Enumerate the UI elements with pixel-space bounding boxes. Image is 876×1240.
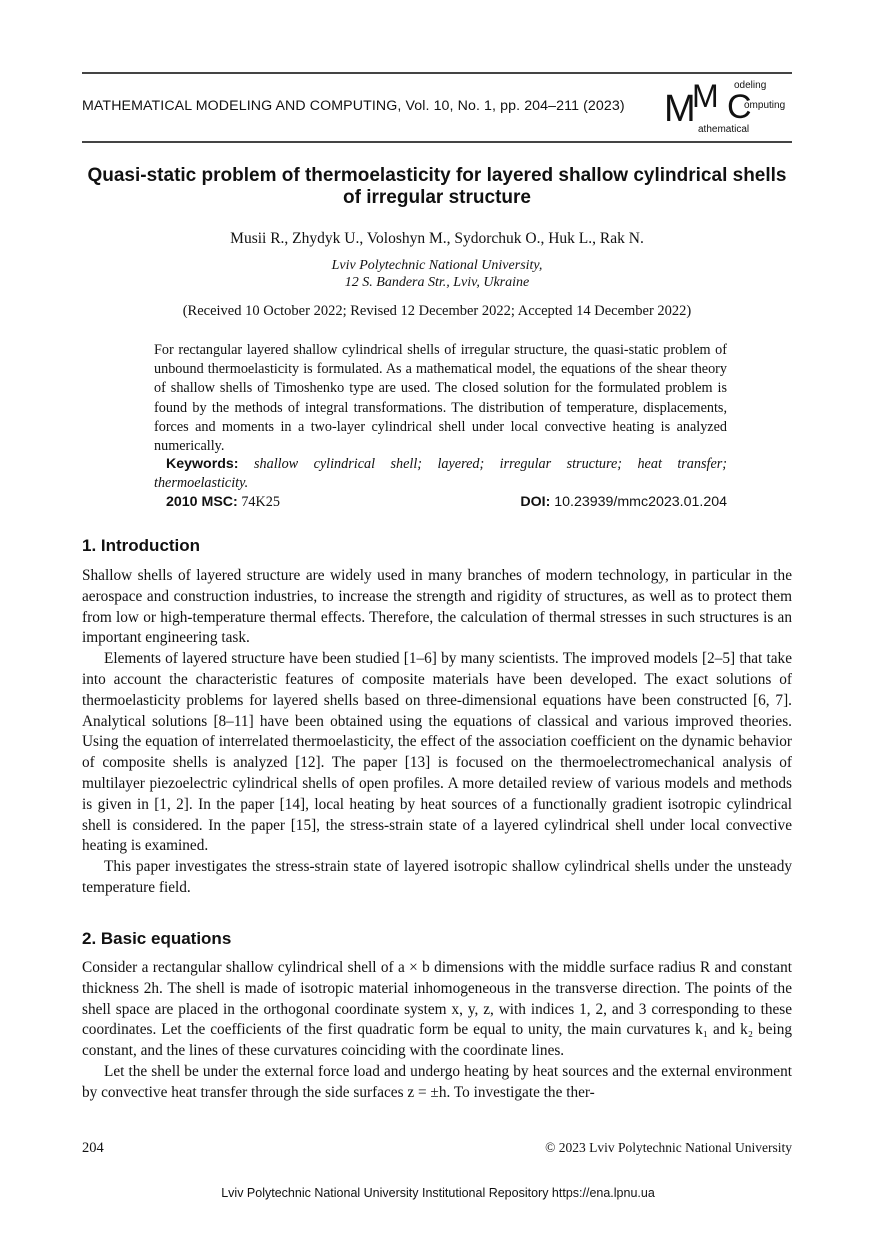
section-heading: 1. Introduction — [82, 536, 201, 555]
logo-text: omputing — [744, 100, 786, 111]
journal-header: MATHEMATICAL MODELING AND COMPUTING, Vol. 10, No. 1, pp. 204–211 (2023) — [82, 98, 625, 114]
section-introduction — [82, 566, 792, 899]
paragraph: Let the shell be under the external force load and undergo heating by heat sources and the external environment by convective heat transfer through the side surfaces z = ±h. To investigate the ther- — [82, 1062, 792, 1101]
keywords-label: Keywords: — [166, 456, 239, 472]
received-dates: (Received 10 October 2022; Revised 12 December 2022; Accepted 14 December 2022) — [182, 303, 692, 319]
msc-label: 2010 MSC: — [166, 494, 238, 510]
paper-title: Quasi-static problem of thermoelasticity for layered shallow cylindrical shells of irregular structure — [87, 165, 787, 208]
repository-footer: Lviv Polytechnic National University Institutional Repository https://ena.lpnu.ua — [221, 1186, 655, 1200]
affiliation — [82, 257, 792, 291]
abstract: For rectangular layered shallow cylindrical shells of irregular structure, the quasi-static problem of unbound thermoelasticity is formulated. As a mathematical model, the equations of the shear theory of shallow shells of Timoshenko type are used. The closed solution for the formulated problem is found by the methods of integral transformations. The distribution of temperature, displacements, forces and moments in a two-layer cylindrical shell under local convective heating is analyzed numerically. — [154, 342, 727, 455]
keywords-text: shallow cylindrical shell; layered; irregular structure; heat transfer; thermoelasticity. — [154, 456, 727, 491]
copyright: © 2023 Lviv Polytechnic National University — [545, 1140, 792, 1155]
page-number: 204 — [82, 1140, 104, 1156]
section-basic-equations — [82, 958, 792, 1104]
affiliation-line: 12 S. Bandera Str., Lviv, Ukraine — [344, 275, 530, 290]
doi-value: 10.23939/mmc2023.01.204 — [554, 494, 727, 510]
msc — [166, 494, 280, 511]
logo-letter: C — [727, 88, 752, 126]
logo-letter: M — [664, 88, 696, 130]
paragraph: This paper investigates the stress-strain state of layered isotropic shallow cylindrical shells under the unsteady temperature field. — [82, 858, 792, 896]
paragraph: Consider a rectangular shallow cylindrical shell of a × b dimensions with the middle surface radius R and constant thickness 2h. The shell is made of isotropic material inhomogeneous in the transverse direction. The points of the shell space are placed in the orthogonal coordinate system x, y, z, with indices 1, 2, and 3 corresponding to these coordinates. Let the coefficients of the first quadratic form be equal to unity, the main curvatures k₁ and k₂ being constant, and the lines of these curvatures coinciding with the coordinate lines. — [82, 959, 792, 1060]
logo-text: athematical — [698, 124, 750, 135]
authors: Musii R., Zhydyk U., Voloshyn M., Sydorchuk O., Huk L., Rak N. — [230, 230, 644, 247]
doi — [520, 494, 727, 510]
journal-logo — [664, 78, 794, 140]
keywords — [154, 455, 727, 493]
section-heading: 2. Basic equations — [82, 929, 232, 948]
logo-text: odeling — [734, 80, 767, 91]
paragraph: Elements of layered structure have been studied [1–6] by many scientists. The improved models [2–5] that take into account the characteristic features of composite materials have been developed. The exact solutions of thermoelasticity problems for layered shells based on three-dimensional equations have been constructed [6, 7]. Analytical solutions [8–11] have been obtained using the equations of classical and various improved theories. Using the equation of interrelated thermoelasticity, the effect of the association coefficient on the dynamic behavior of composite shells is analyzed [12]. The paper [13] is focused on the thermoelectromechanical analysis of multilayer piezoelectric cylindrical shells of open profiles. A more detailed review of various models and methods is given in [1, 2]. In the paper [14], local heating by heat sources of a functionally gradient isotropic cylindrical shell is considered. In the paper [15], the stress-strain state of a layered cylindrical shell under local convective heating is examined. — [82, 650, 792, 855]
header-bottom-rule — [82, 141, 792, 143]
msc-value: 74K25 — [241, 494, 280, 510]
doi-label: DOI: — [520, 494, 551, 510]
affiliation-line: Lviv Polytechnic National University, — [331, 258, 543, 273]
logo-letter: M — [692, 78, 719, 114]
header-top-rule — [82, 72, 792, 74]
paragraph: Shallow shells of layered structure are widely used in many branches of modern technology, in particular in the aerospace and construction industries, to increase the strength and rigidity of structures, as well as to protect them from low or high-temperature thermal effects. Therefore, the calculation of thermal stresses in such structures is an important engineering task. — [82, 567, 792, 647]
